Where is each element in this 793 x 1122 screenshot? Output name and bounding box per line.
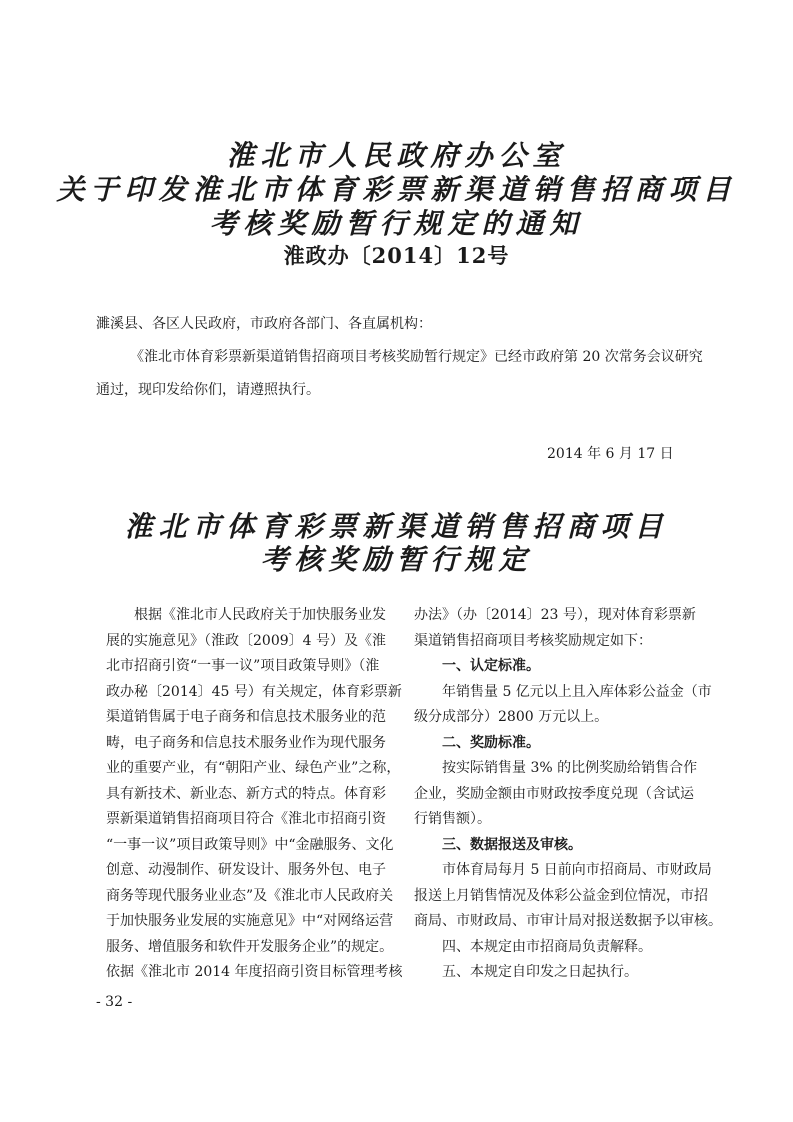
- left-line: 商务等现代服务业业态”及《淮北市人民政府关: [106, 887, 394, 904]
- right-line: 按实际销售量 3% 的比例奖励给销售合作: [442, 760, 698, 776]
- right-line: 报送上月销售情况及体彩公益金到位情况，市招: [414, 887, 708, 904]
- left-line: 依据《淮北市 2014 年度招商引资目标管理考核: [106, 964, 403, 980]
- right-line: 市体育局每月 5 日前向市招商局、市财政局: [442, 862, 712, 878]
- left-line: 服务、增值服务和软件开发服务企业”的规定。: [106, 938, 394, 955]
- section-heading-2: 二、奖励标准。: [442, 734, 540, 751]
- left-line: 于加快服务业发展的实施意见》中“对网络运营: [106, 913, 394, 929]
- page-number: - 32 -: [96, 994, 133, 1010]
- regulation-title-line-2: 考核奖励暂行规定: [260, 543, 533, 576]
- section-4: 四、本规定由市招商局负责解释。: [442, 938, 652, 955]
- notice-body-line-2: 通过，现印发给你们，请遵照执行。: [96, 382, 320, 398]
- left-line: 具有新技术、新业态、新方式的特点。体育彩: [106, 785, 386, 802]
- right-line: 商局、市财政局、市审计局对报送数据予以审核。: [414, 913, 722, 929]
- right-line: 企业，奖励金额由市财政按季度兑现（含试运: [414, 785, 694, 802]
- left-line: 票新渠道销售招商项目符合《淮北市招商引资: [106, 811, 386, 827]
- notice-body-line-1: 《淮北市体育彩票新渠道销售招商项目考核奖励暂行规定》已经市政府第 20 次常务会议研究: [130, 349, 703, 365]
- left-line: 业的重要产业，有“朝阳产业、绿色产业”之称，: [106, 760, 401, 776]
- notice-title-line-3: 考核奖励暂行规定的通知: [209, 207, 584, 240]
- left-line: 展的实施意见》（淮政〔2009〕4 号）及《淮: [106, 632, 386, 649]
- notice-title-line-1: 淮北市人民政府办公室: [226, 139, 567, 172]
- left-line: 创意、动漫制作、研发设计、服务外包、电子: [106, 862, 386, 878]
- right-line: 年销售量 5 亿元以上且入库体彩公益金（市: [442, 683, 712, 700]
- right-line: 级分成部分）2800 万元以上。: [414, 709, 609, 725]
- regulation-title-line-1: 淮北市体育彩票新渠道销售招商项目: [124, 510, 669, 543]
- right-line: 渠道销售招商项目考核奖励规定如下：: [414, 632, 652, 649]
- section-5: 五、本规定自印发之日起执行。: [442, 964, 638, 980]
- notice-title-line-2: 关于印发淮北市体育彩票新渠道销售招商项目: [56, 173, 737, 206]
- regulation-right-column: [414, 603, 722, 986]
- regulation-left-column: [106, 603, 403, 986]
- section-heading-3: 三、数据报送及审核。: [442, 836, 582, 853]
- left-line: 政办秘〔2014〕45 号）有关规定，体育彩票新: [106, 683, 402, 700]
- left-line: 畴，电子商务和信息技术服务业作为现代服务: [106, 734, 386, 751]
- left-line: 根据《淮北市人民政府关于加快服务业发: [134, 607, 386, 623]
- right-line: 行销售额）。: [414, 811, 491, 827]
- notice-date: 2014 年 6 月 17 日: [547, 446, 674, 462]
- section-heading-1: 一、认定标准。: [442, 658, 540, 674]
- left-line: “一事一议”项目政策导则》中“金融服务、文化: [106, 836, 394, 853]
- left-line: 北市招商引资“一事一议”项目政策导则》（淮: [106, 658, 380, 674]
- addressees: 濉溪县、各区人民政府，市政府各部门、各直属机构：: [96, 316, 432, 332]
- left-line: 渠道销售属于电子商务和信息技术服务业的范: [106, 709, 386, 725]
- document-number: 淮政办〔2014〕12号: [283, 243, 510, 268]
- right-line: 办法》（办〔2014〕23 号），现对体育彩票新: [414, 607, 696, 623]
